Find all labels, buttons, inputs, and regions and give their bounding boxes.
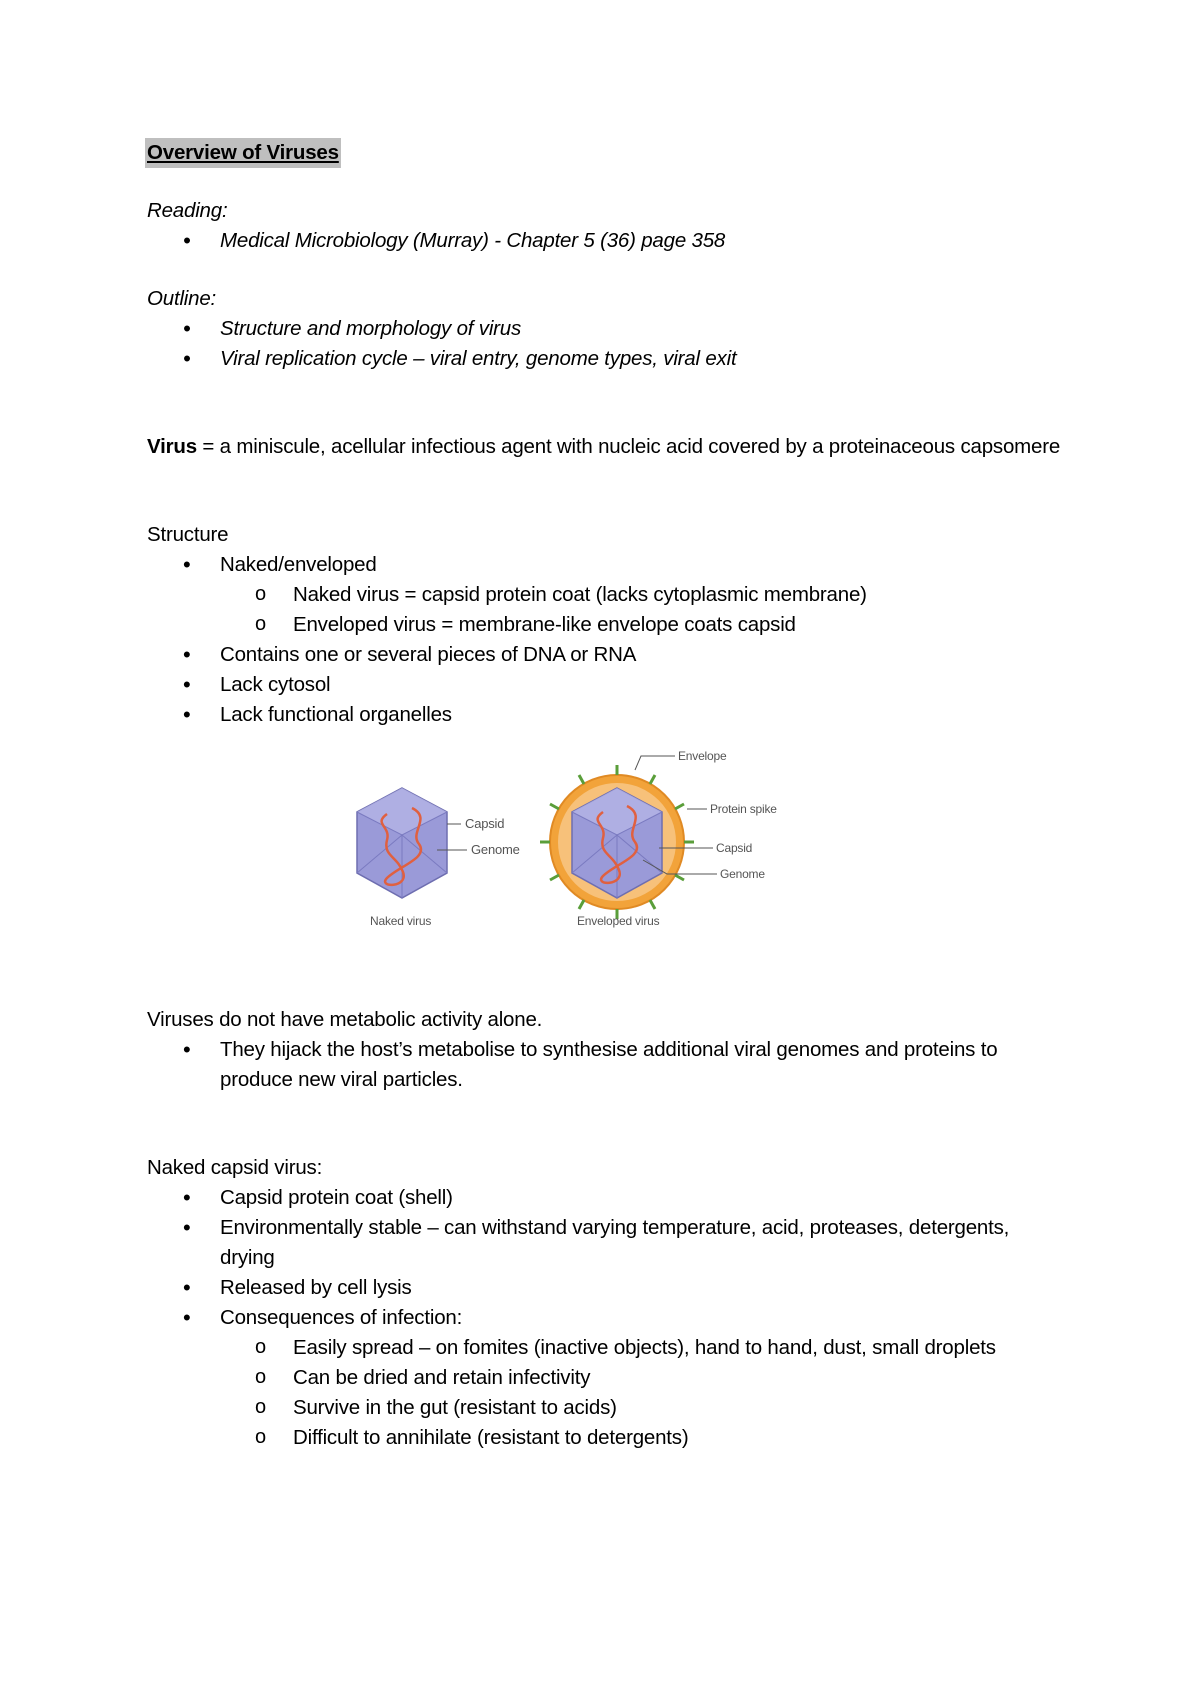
- list-item: o Easily spread – on fomites (inactive objects), hand to hand, dust, small droplets: [147, 1333, 1067, 1363]
- list-item: o Can be dried and retain infectivity: [147, 1363, 1067, 1393]
- naked-capsid-heading: Naked capsid virus:: [147, 1156, 323, 1179]
- protein-spike-label: Protein spike: [710, 802, 777, 816]
- list-item: • Released by cell lysis: [147, 1273, 1067, 1303]
- list-item: • Lack functional organelles: [147, 700, 1067, 730]
- list-item: • Naked/enveloped: [147, 550, 1067, 580]
- document-content: [147, 138, 1067, 1453]
- naked-virus-caption: Naked virus: [370, 914, 432, 928]
- list-item: o Naked virus = capsid protein coat (lacks cytoplasmic membrane): [147, 580, 1067, 610]
- list-item: o Enveloped virus = membrane-like envelope coats capsid: [147, 610, 1067, 640]
- capsid-label: Capsid: [465, 816, 505, 831]
- list-item: • Contains one or several pieces of DNA or RNA: [147, 640, 1067, 670]
- virus-diagram: [147, 740, 1067, 1005]
- enveloped-virus-caption: Enveloped virus: [577, 914, 660, 928]
- capsid-label-2: Capsid: [716, 841, 753, 855]
- list-item: • Lack cytosol: [147, 670, 1067, 700]
- list-item: • Consequences of infection:: [147, 1303, 1067, 1333]
- structure-sublist: [147, 580, 1067, 640]
- definition-text: = a miniscule, acellular infectious agent with nucleic acid covered by a proteinaceous capsomere: [196, 435, 1061, 458]
- list-item: • Capsid protein coat (shell): [147, 1183, 1067, 1213]
- list-item: • They hijack the host’s metabolise to synthesise additional viral genomes and proteins to produce new viral particles.: [147, 1035, 1067, 1095]
- outline-label: Outline:: [147, 287, 217, 310]
- metabolism-list: [147, 1035, 1067, 1095]
- consequences-list: [147, 1333, 1067, 1453]
- structure-list: [147, 550, 1067, 580]
- page-title: Overview of Viruses: [145, 138, 341, 168]
- list-item: • Viral replication cycle – viral entry, genome types, viral exit: [147, 344, 1067, 374]
- enveloped-virus-illustration: [540, 756, 717, 919]
- structure-list-2: [147, 640, 1067, 730]
- outline-list: [147, 314, 1067, 374]
- virus-figure: [147, 740, 1067, 1005]
- genome-label-2: Genome: [720, 867, 765, 881]
- list-item: o Survive in the gut (resistant to acids): [147, 1393, 1067, 1423]
- virus-definition: [147, 432, 1067, 462]
- naked-capsid-list: [147, 1183, 1067, 1333]
- genome-label: Genome: [471, 842, 520, 857]
- list-item: • Structure and morphology of virus: [147, 314, 1067, 344]
- reading-label: Reading:: [147, 199, 228, 222]
- envelope-label: Envelope: [678, 749, 727, 763]
- structure-heading: Structure: [147, 523, 229, 546]
- definition-term: Virus: [147, 435, 197, 458]
- list-item: • Environmentally stable – can withstand varying temperature, acid, proteases, detergents, drying: [147, 1213, 1067, 1273]
- envelope-pointer: [635, 756, 675, 770]
- list-item: • Medical Microbiology (Murray) - Chapter 5 (36) page 358: [147, 226, 1067, 256]
- naked-virus-illustration: [357, 788, 467, 898]
- list-item: o Difficult to annihilate (resistant to detergents): [147, 1423, 1067, 1453]
- metabolism-statement: Viruses do not have metabolic activity alone.: [147, 1008, 543, 1031]
- reading-list: [147, 226, 1067, 256]
